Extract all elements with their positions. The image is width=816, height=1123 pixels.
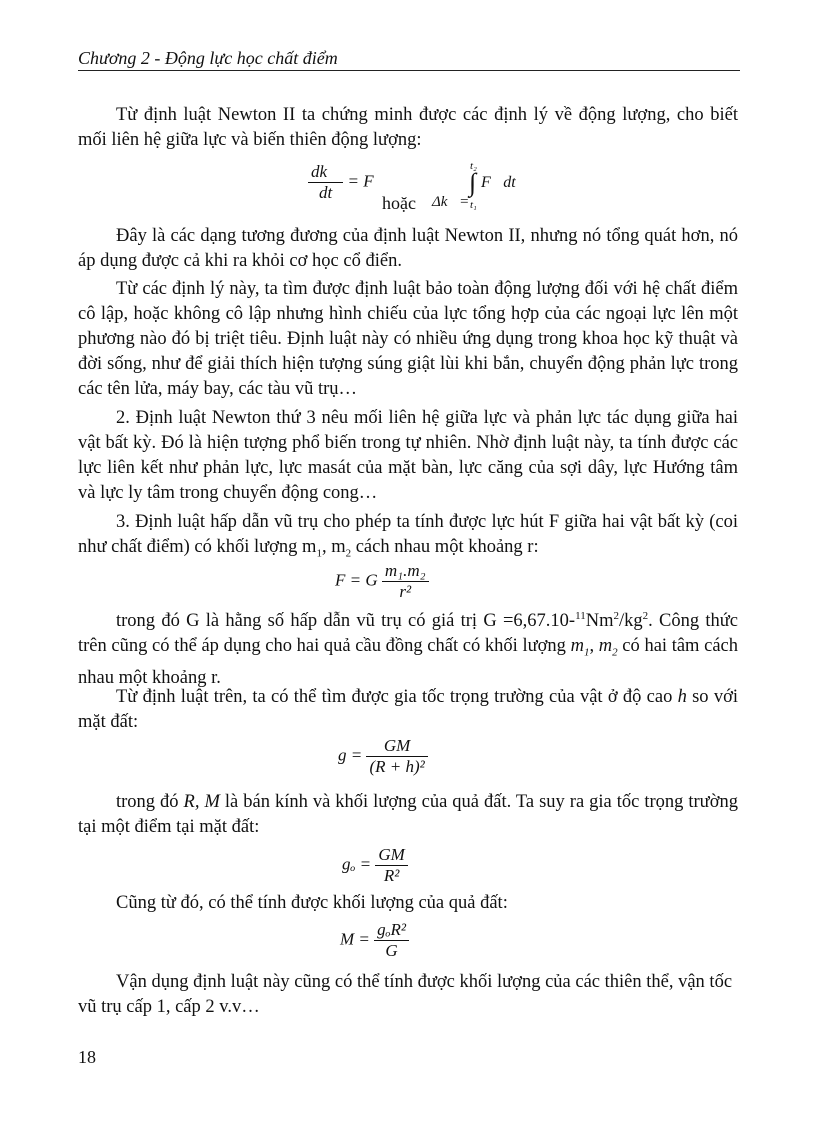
equation-earth-mass: M = $\frac{\text{gₒR²}}{G}$ bbox=[340, 920, 409, 961]
equation-momentum-rhs: = F⃗ bbox=[347, 171, 387, 191]
integral-integrand: F⃗dt bbox=[481, 174, 516, 191]
paragraph-earth-mass-intro: Cũng từ đó, có thể tính được khối lượng của quả đất: bbox=[116, 893, 508, 913]
paragraph-applications: Vận dụng định luật này cũng có thể tính được khối lượng của các thiên thể, vận tốc vũ trụ cấp 1, cấp 2 v.v… bbox=[78, 972, 733, 1017]
paragraph-equivalent-forms: Đây là các dạng tương đương của định luật Newton II, nhưng nó tổng quát hơn, nó áp dụng được cả khi ra khỏi cơ học cổ điển. bbox=[78, 226, 738, 271]
integral-upper-limit: t₂ bbox=[470, 160, 477, 172]
paragraph-gravitation: 3. Định luật hấp dẫn vũ trụ cho phép ta tính được lực hút F giữa hai vật bất kỳ (coi như chất điểm) có khối lượng $m_1$, $m_2$ cách nhau một khoảng r: bbox=[78, 512, 738, 560]
paragraph-gravitational-constant: trong đó G là hằng số hấp dẫn vũ trụ có giá trị $G =6,67.10-^{11}Nm^2/kg^2$. Công thức trên cũng có thể áp dụng cho hai quả cầu đồng chất có khối lượng $m_1$, $m_2$ có hai tâm cách nhau một khoảng r. bbox=[78, 610, 739, 688]
equation-conjunction: hoặc bbox=[382, 193, 416, 213]
paragraph-earth-radius-mass: trong đó R, M là bán kính và khối lượng của quả đất. Ta suy ra gia tốc trọng trường tại một điểm tại mặt đất: bbox=[78, 792, 738, 837]
equation-momentum-derivative bbox=[308, 162, 387, 203]
equation-gravity-denominator: r² bbox=[399, 582, 412, 601]
paragraph-gravity-height: Từ định luật trên, ta có thể tìm được gia tốc trọng trường của vật ở độ cao h so với mặt đất: bbox=[78, 687, 738, 732]
chapter-header: Chương 2 - Động lực học chất điểm bbox=[78, 48, 338, 68]
equation-g-surface-numerator: GM bbox=[375, 845, 407, 866]
paragraph-conservation: Từ các định lý này, ta tìm được định luật bảo toàn động lượng đối với hệ chất điểm cô lập, hoặc không cô lập nhưng hình chiếu của lực tổng hợp của các ngoại lực lên một phương nào đó bị triệt tiêu. Định luật này có nhiều ứng dụng trong khoa học kỹ thuật và đời sống, như để giải thích hiện tượng súng giật lùi khi bắn, chuyển động phản lực trong các tên lửa, máy bay, các tàu vũ trụ… bbox=[78, 279, 738, 399]
integral-lower-limit: t₁ bbox=[470, 199, 477, 211]
equation-gravity: F = G $\frac{\text{m₁.m₂}}{\text{r²}}$ bbox=[335, 561, 429, 602]
integral-sign: ∫ bbox=[469, 168, 477, 197]
equation-g-height-numerator: GM bbox=[366, 736, 427, 757]
header-divider bbox=[78, 70, 740, 71]
equation-momentum-delta: Δk⃗= bbox=[432, 194, 470, 210]
equation-earth-mass-numerator: gₒR² bbox=[374, 920, 409, 941]
equation-momentum-denominator: dt bbox=[319, 183, 333, 202]
equation-momentum-numerator: dk⃗ bbox=[308, 162, 343, 183]
paragraph-momentum-intro: Từ định luật Newton II ta chứng minh được các định lý về động lượng, cho biết mối liên hệ giữa lực và biến thiên động lượng: bbox=[78, 105, 738, 150]
paragraph-newton-third: 2. Định luật Newton thứ 3 nêu mối liên hệ giữa lực và phản lực tác dụng giữa hai vật bất kỳ. Đó là hiện tượng phổ biến trong tự nhiên. Nhờ định luật này, ta tính được các lực liên kết như phản lực, lực masát của mặt bàn, lực căng của sợi dây, lực Hướng tâm và lực ly tâm trong chuyển động cong… bbox=[78, 408, 738, 503]
equation-g-surface-denominator: R² bbox=[383, 866, 400, 885]
page-number: 18 bbox=[78, 1047, 96, 1067]
equation-gravity-numerator: m₁.m₂ bbox=[382, 561, 429, 582]
equation-earth-mass-denominator: G bbox=[385, 941, 398, 960]
equation-g-height: g = $\frac{GM}{\text{(R + h)²}}$ bbox=[338, 736, 428, 777]
equation-g-height-denominator: (R + h)² bbox=[369, 757, 425, 776]
equation-g-surface: gₒ = $\frac{GM}{\text{R²}}$ bbox=[342, 845, 408, 886]
